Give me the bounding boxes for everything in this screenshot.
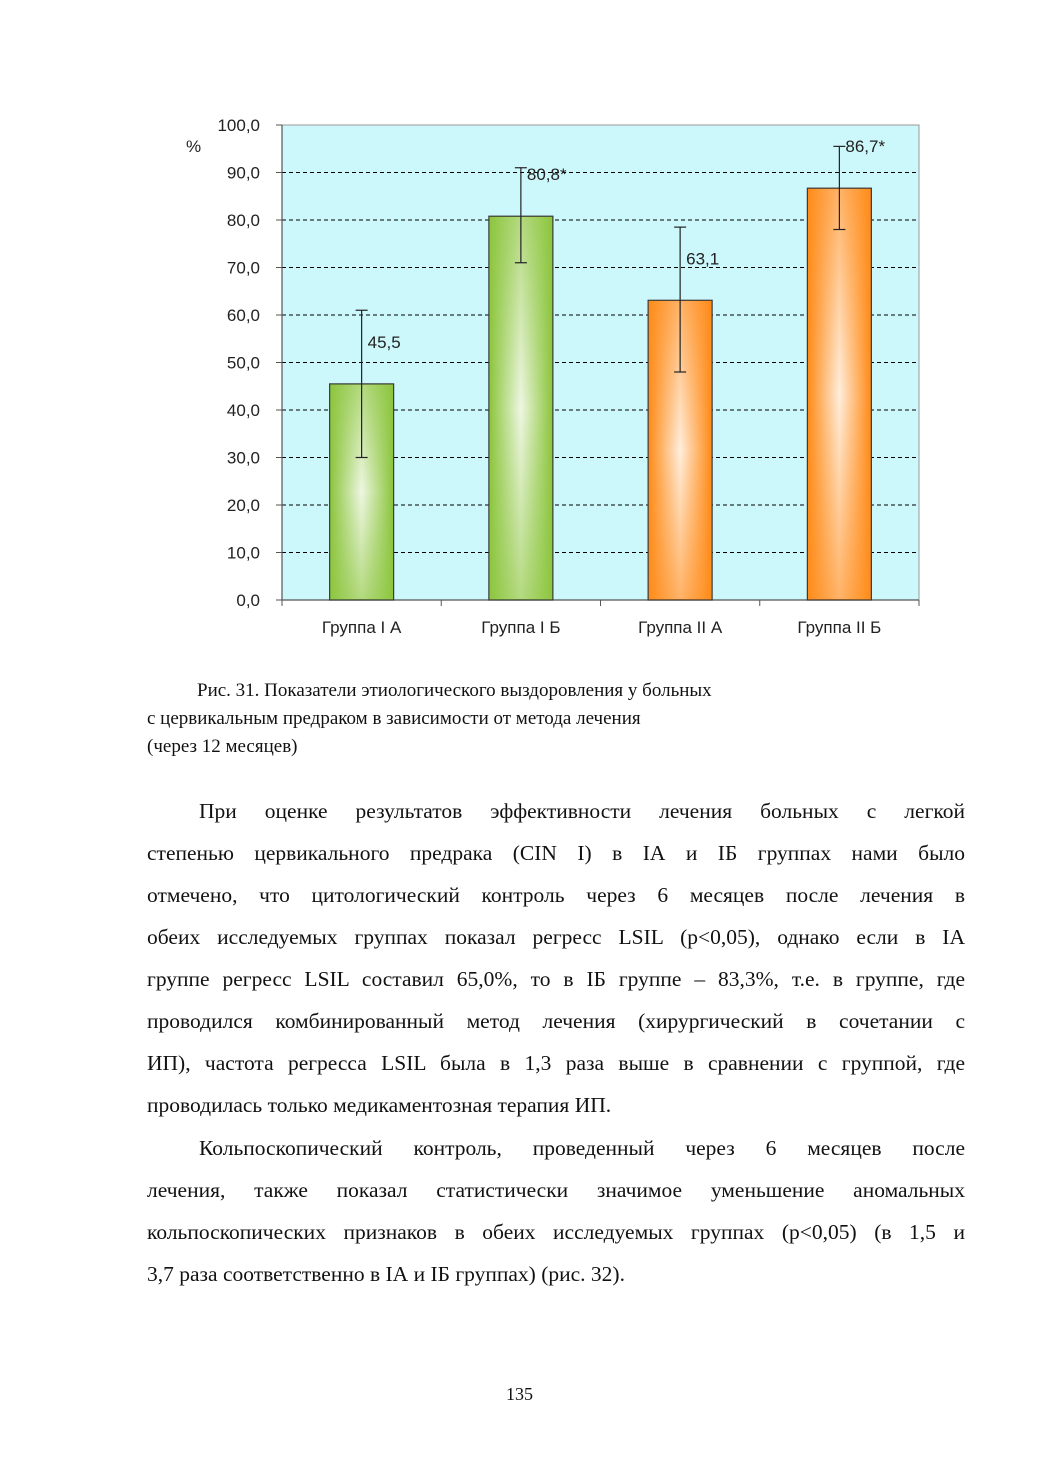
text-line: кольпоскопических признаков в обеих исследуемых группах (p<0,05) (в 1,5 и: [147, 1220, 965, 1244]
text-line: лечения, также показал статистически значимое уменьшение аномальных: [147, 1178, 965, 1202]
figure-caption: [147, 677, 967, 761]
chart-svg: [170, 108, 940, 648]
y-tick-label: 90,0: [226, 163, 260, 183]
text-line: ИП), частота регресса LSIL была в 1,3 раза выше в сравнении с группой, где: [147, 1051, 965, 1075]
paragraph-1: [147, 790, 965, 1126]
text-line: отмечено, что цитологический контроль через 6 месяцев после лечения в: [147, 883, 965, 907]
bar-shade: [808, 189, 870, 599]
x-tick-label: Группа I Б: [481, 618, 561, 637]
y-tick-label: 40,0: [226, 401, 260, 420]
y-tick-label: 0,0: [236, 591, 260, 610]
y-tick-label: 10,0: [226, 543, 260, 563]
y-tick-label: 50,0: [226, 353, 260, 373]
y-tick-label: 20,0: [226, 496, 260, 515]
data-label: 80,8*: [526, 165, 567, 185]
x-tick-label: Группа I А: [321, 618, 402, 637]
y-tick-label: 70,0: [226, 258, 260, 278]
text-line: обеих исследуемых группах показал регресс LSIL (p<0,05), однако если в IА: [147, 925, 965, 949]
bar-shade: [490, 217, 552, 599]
text-line: степенью цервикального предрака (CIN I) в IА и IБ группах нами было: [147, 841, 965, 865]
y-tick-label: 100,0: [217, 116, 260, 135]
y-axis-label: %: [186, 137, 202, 156]
text-line: 3,7 раза соответственно в IА и IБ группах) (рис. 32).: [147, 1262, 625, 1286]
data-label: 45,5: [367, 332, 401, 352]
caption-line: с цервикальным предраком в зависимости от метода лечения: [147, 708, 641, 729]
page-number: 135: [506, 1384, 533, 1404]
text-line: проводился комбинированный метод лечения (хирургический в сочетании с: [147, 1009, 965, 1033]
bar-chart: [170, 108, 940, 648]
x-tick-label: Группа II Б: [797, 618, 882, 637]
text-line: проводилась только медикаментозная терапия ИП.: [147, 1093, 612, 1117]
y-tick-label: 30,0: [226, 448, 260, 468]
data-label: 63,1: [686, 249, 720, 269]
text-line: Кольпоскопический контроль, проведенный через 6 месяцев после: [199, 1136, 965, 1160]
caption-line: (через 12 месяцев): [147, 736, 298, 757]
paragraph-2: [147, 1127, 965, 1295]
data-label: 86,7*: [845, 137, 886, 157]
y-tick-label: 60,0: [226, 306, 260, 325]
y-tick-label: 80,0: [226, 211, 260, 230]
text-line: группе регресс LSIL составил 65,0%, то в IБ группе – 83,3%, т.е. в группе, где: [147, 967, 965, 991]
text-line: При оценке результатов эффективности лечения больных с легкой: [199, 799, 965, 823]
caption-line: Рис. 31. Показатели этиологического выздоровления у больных: [197, 680, 712, 701]
x-tick-label: Группа II А: [638, 618, 723, 637]
